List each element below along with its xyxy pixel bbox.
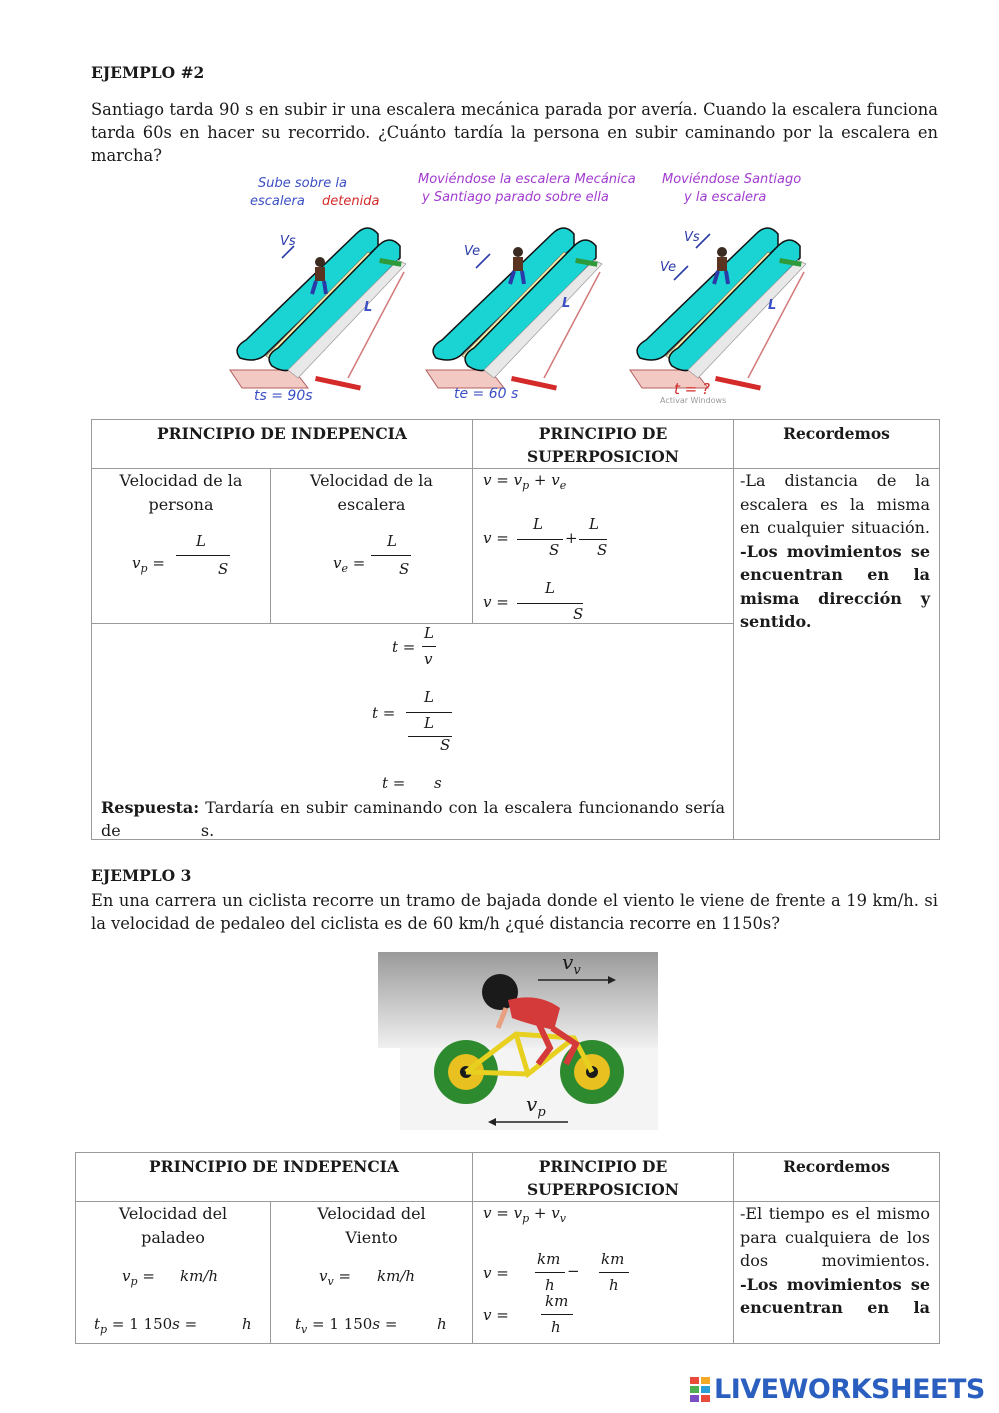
caption-1-line-1: Sube sobre la xyxy=(258,176,347,191)
example-2-heading: EJEMPLO #2 xyxy=(91,63,205,82)
example-3-heading: EJEMPLO 3 xyxy=(91,866,192,885)
tp-value: 1 150 xyxy=(129,1315,173,1333)
cell-velocidad-escalera xyxy=(271,469,473,624)
vp-value-input[interactable] xyxy=(160,1264,182,1286)
caption-3-line-1: Moviéndose Santiago xyxy=(662,172,802,187)
formula-superposicion-3: $v = v_p + v_v$ v = km h − km h v = km h xyxy=(473,1202,733,1342)
v-sum-1-input[interactable] xyxy=(513,1264,537,1286)
length-label-3: L xyxy=(768,298,777,313)
caption-3-line-2: y la escalera xyxy=(684,190,767,205)
cell-superposicion-3 xyxy=(473,1202,734,1344)
cell-velocidad-paladeo xyxy=(76,1202,271,1344)
cyclist-illustration xyxy=(378,952,658,1130)
header-independencia-3: PRINCIPIO DE INDEPENCIA xyxy=(76,1153,473,1202)
liveworksheets-logo xyxy=(690,1374,985,1405)
formula-ve: $v_e$ = L S xyxy=(333,532,410,578)
logo-mark-icon xyxy=(690,1377,710,1402)
cell-recordemos-3 xyxy=(734,1202,940,1344)
header-superposicion: PRINCIPIO DE SUPERPOSICION xyxy=(473,420,734,469)
cell-tiempo xyxy=(92,624,734,840)
formula-tiempo: t = L v t = L L S t = s Respuesta: Tardaría en subir caminando con la escalera funcionando sería de s. xyxy=(101,624,725,840)
caption-2-line-1: Moviéndose la escalera Mecánica xyxy=(418,172,636,187)
cyclist-svg xyxy=(378,952,658,1130)
cell-velocidad-viento xyxy=(271,1202,473,1344)
header-independencia: PRINCIPIO DE INDEPENCIA xyxy=(92,420,473,469)
ve-label-3: Ve xyxy=(660,260,677,275)
recordemos-3-note-1: -El tiempo es el mismo para cualquiera de los dos movimientos. xyxy=(740,1204,930,1270)
example-2-statement: Santiago tarda 90 s en subir ir una escalera mecánica parada por avería. Cuando la escalera funciona tarda 60s en hacer su recorrido. ¿Cuánto tardía la persona en subir caminando por la escalera en marcha? xyxy=(91,100,938,165)
length-label-1: L xyxy=(364,300,373,315)
brand-text: LIVEWORKSHEETS xyxy=(714,1374,985,1405)
time-label-3: t = ? xyxy=(674,380,710,398)
respuesta-input[interactable] xyxy=(126,822,196,842)
vv-value-input[interactable] xyxy=(357,1264,379,1286)
vs-label: Vs xyxy=(280,234,296,249)
tp-hours-input[interactable] xyxy=(216,1312,244,1334)
t-time-input[interactable] xyxy=(408,736,442,758)
caption-2-line-2: y Santiago parado sobre ella xyxy=(422,190,609,205)
tv-value: 1 150 xyxy=(329,1315,373,1333)
caption-1-line-3: detenida xyxy=(322,194,380,209)
vp-label: $v_p$ xyxy=(526,1092,546,1120)
v-sum-2-input[interactable] xyxy=(577,1264,601,1286)
recordemos-note-1: -La distancia de la escalera es la misma en cualquier situación. xyxy=(740,471,930,537)
escalator-illustration xyxy=(228,168,808,408)
caption-1-line-2: escalera xyxy=(250,194,305,209)
respuesta-text: Tardaría en subir caminando con la escalera funcionando sería de xyxy=(101,798,725,840)
velocidad-viento-label: Velocidad del Viento xyxy=(317,1204,426,1247)
formula-viento: $v_v$ = km/h $t_v = 1$ 150s = h xyxy=(271,1250,472,1340)
length-label-2: L xyxy=(562,296,571,311)
cell-velocidad-persona xyxy=(92,469,271,624)
ve-label: Ve xyxy=(464,244,481,259)
respuesta-line xyxy=(101,796,725,842)
header-recordemos: Recordemos xyxy=(734,420,940,469)
tv-hours-input[interactable] xyxy=(413,1312,437,1334)
example-3-statement: En una carrera un ciclista recorre un tramo de bajada donde el viento le viene de frente a 19 km/h. si la velocidad de pedaleo del ciclista es de 60 km/h ¿qué distancia recorre en 1150s? xyxy=(91,891,938,933)
watermark: Activar Windows xyxy=(660,396,727,405)
respuesta-label: Respuesta: xyxy=(101,798,200,817)
recordemos-note-2: -Los movimientos se encuentran en la misma dirección y sentido. xyxy=(740,541,930,631)
velocidad-paladeo-label: Velocidad del paladeo xyxy=(118,1204,228,1247)
recordemos-3-note-2: -Los movimientos se encuentran en la xyxy=(740,1274,930,1317)
ve-time-input[interactable] xyxy=(371,557,401,579)
cell-recordemos xyxy=(734,469,940,840)
formula-paladeo: $v_p$ = km/h $t_p = 1$ 150s = h xyxy=(76,1250,270,1340)
header-recordemos-3: Recordemos xyxy=(734,1153,940,1202)
time-label-1: ts = 90s xyxy=(254,388,313,404)
formula-vp: $v_p$ = L S xyxy=(132,532,229,578)
vp-distance-input[interactable] xyxy=(176,531,198,553)
velocidad-persona-label: Velocidad de la persona xyxy=(119,471,243,514)
cell-superposicion xyxy=(473,469,734,624)
t-result-input[interactable] xyxy=(408,774,436,796)
vv-label: $v_v$ xyxy=(562,950,581,978)
time-label-2: te = 60 s xyxy=(454,386,519,402)
example-3-table xyxy=(75,1152,940,1344)
vs-label-3: Vs xyxy=(684,230,700,245)
v-result-input[interactable] xyxy=(513,1306,543,1328)
respuesta-unit: s. xyxy=(200,821,215,840)
vp-time-input[interactable] xyxy=(178,557,220,579)
header-superposicion-3: PRINCIPIO DE SUPERPOSICION xyxy=(473,1153,734,1202)
velocidad-escalera-label: Velocidad de la escalera xyxy=(310,471,433,514)
formula-superposicion: $v = v_p + v_e$ v = L S + L S v = L S xyxy=(473,469,733,619)
example-2-table xyxy=(91,419,940,840)
